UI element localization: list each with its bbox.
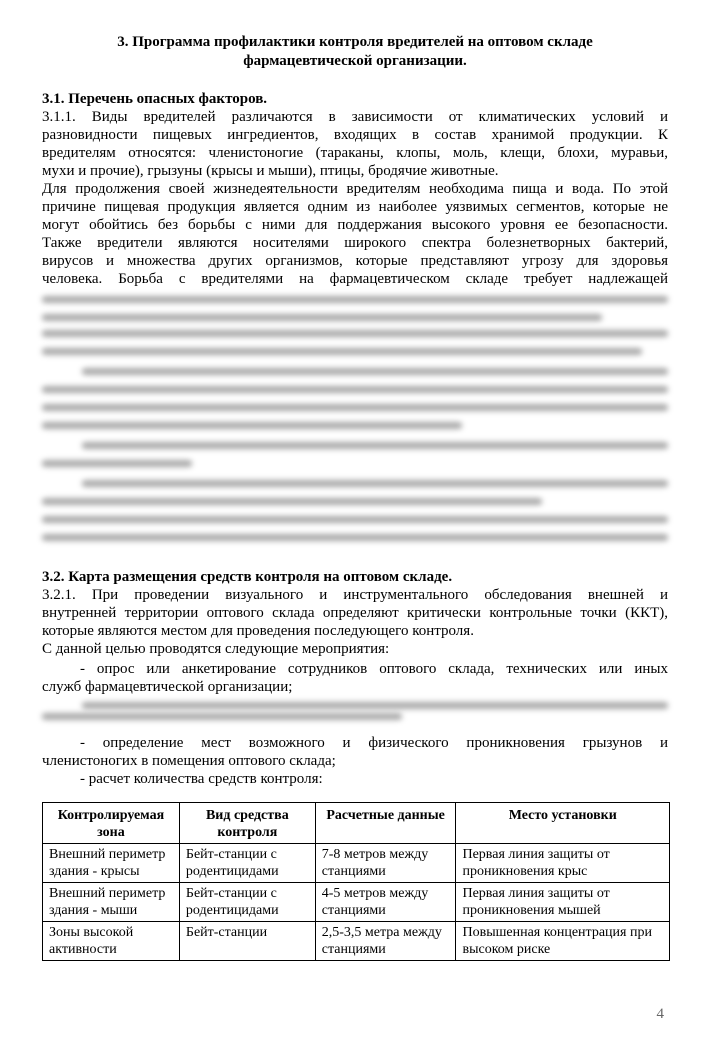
list-item-line: служб фармацевтической организации; [42,679,293,695]
table-header-row [43,803,670,844]
control-means-table [42,802,670,961]
table-cell: Внешний периметр здания - мыши [43,883,180,922]
paragraph-line: 3.2.1. При проведении визуального и инструментального обследования внешней и [42,587,668,603]
paragraph-line: могут обойтись без борьбы с ними для поддержания высокого уровня ее безопасности. [42,217,668,233]
table-row [43,922,670,961]
paragraph-line: внутренней территории оптового склада определяют критически контрольные точки (ККТ), [42,605,668,621]
table-cell: Внешний периметр здания - крысы [43,844,180,883]
table-cell: Повышенная концентрация при высоком риске [456,922,670,961]
table-cell: Бейт-станции с родентицидами [179,883,315,922]
table-cell: Зоны высокой активности [43,922,180,961]
table-header-cell: Расчетные данные [315,803,456,844]
table-header-cell: Место установки [456,803,670,844]
table-cell: Первая линия защиты от проникновения мышей [456,883,670,922]
blurred-text-region [42,290,668,550]
list-item-line: - опрос или анкетирование сотрудников оптового склада, технических или иных [80,661,668,677]
document-title [42,33,668,71]
paragraph-line: С данной целью проводятся следующие мероприятия: [42,641,390,657]
paragraph-line: разновидности пищевых ингредиентов, входящих в состав хранимой продукции. К [42,127,668,143]
title-line-1: 3. Программа профилактики контроля вредителей на оптовом складе [117,34,593,50]
paragraph-line: вредителям относятся: членистоногие (тараканы, клопы, моль, клещи, блохи, муравьи, [42,145,668,161]
blurred-list-item [42,700,668,720]
paragraph-line: которые являются местом для проведения последующего контроля. [42,623,474,639]
section-3-1-heading: 3.1. Перечень опасных факторов. [42,91,268,107]
table-cell: Первая линия защиты от проникновения крыс [456,844,670,883]
section-3-2-heading: 3.2. Карта размещения средств контроля на оптовом складе. [42,569,453,585]
table-cell: Бейт-станции с родентицидами [179,844,315,883]
table-header-cell: Контролируемая зона [43,803,180,844]
table-cell: 2,5-3,5 метра между станциями [315,922,456,961]
paragraph-line: Также вредители являются носителями широкого спектра болезнетворных бактерий, [42,235,668,251]
paragraph-line: вирусов и множества других организмов, которые представляют угрозу для здоровья [42,253,668,269]
paragraph-line: причине пищевая продукция является одним из наиболее уязвимых сегментов, которые не [42,199,668,215]
table-header-cell: Вид средства контроля [179,803,315,844]
title-line-2: фармацевтической организации. [243,53,467,69]
list-item-line: - расчет количества средств контроля: [80,771,323,787]
table-row [43,883,670,922]
list-item-line: членистоногих в помещения оптового склада; [42,753,336,769]
table-cell: 7-8 метров между станциями [315,844,456,883]
paragraph-line: 3.1.1. Виды вредителей различаются в зависимости от климатических условий и [42,109,668,125]
list-item-line: - определение мест возможного и физического проникновения грызунов и [80,735,668,751]
table-row [43,844,670,883]
paragraph-line: мухи и прочие), грызуны (крысы и мыши), птицы, бродячие животные. [42,163,499,179]
table-cell: 4-5 метров между станциями [315,883,456,922]
paragraph-line: человека. Борьба с вредителями на фармацевтическом складе требует надлежащей [42,271,668,287]
paragraph-line: Для продолжения своей жизнедеятельности вредителям необходима пища и вода. По этой [42,181,668,197]
page-number: 4 [656,1006,664,1022]
table-cell: Бейт-станции [179,922,315,961]
